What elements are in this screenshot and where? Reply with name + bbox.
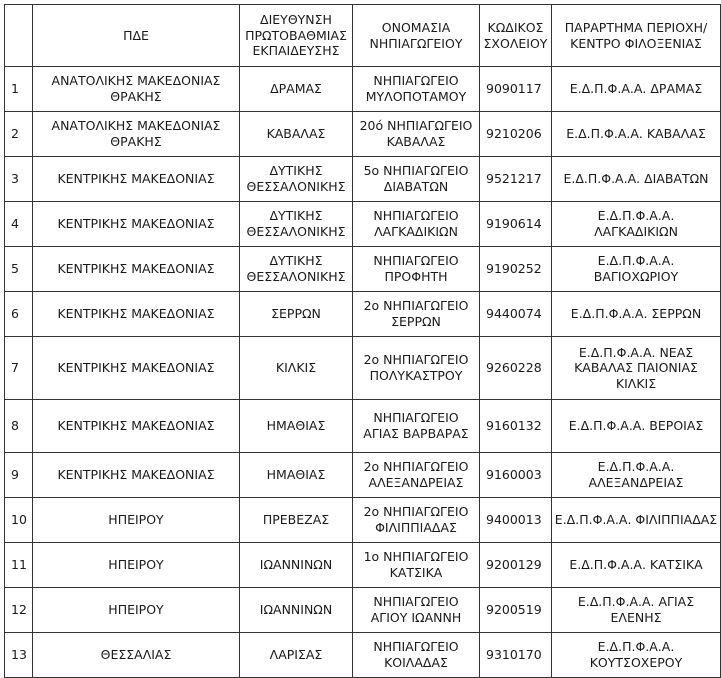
kindergarten-name-cell: ΝΗΠΙΑΓΩΓΕΙΟ ΛΑΓΚΑΔΙΚΙΩΝ (353, 202, 480, 247)
kindergarten-name-cell: ΝΗΠΙΑΓΩΓΕΙΟ ΜΥΛΟΠΟΤΑΜΟΥ (353, 67, 480, 112)
table-row (5, 157, 721, 202)
table-header-row (5, 5, 721, 67)
pde-cell: ΚΕΝΤΡΙΚΗΣ ΜΑΚΕΔΟΝΙΑΣ (33, 453, 240, 498)
directorate-cell: ΙΩΑΝΝΙΝΩΝ (240, 543, 353, 588)
annex-cell: Ε.Δ.Π.Φ.Α.Α. ΝΕΑΣ ΚΑΒΑΛΑΣ ΠΑΙΟΝΙΑΣ ΚΙΛΚΙΣ (552, 337, 721, 400)
school-code-cell: 9200129 (480, 543, 552, 588)
pde-cell: ΚΕΝΤΡΙΚΗΣ ΜΑΚΕΔΟΝΙΑΣ (33, 202, 240, 247)
row-number: 13 (5, 633, 33, 678)
annex-cell: Ε.Δ.Π.Φ.Α.Α. ΛΑΓΚΑΔΙΚΙΩΝ (552, 202, 721, 247)
school-code-cell: 9260228 (480, 337, 552, 400)
table-row (5, 453, 721, 498)
kindergarten-name-cell: 2ο ΝΗΠΙΑΓΩΓΕΙΟ ΠΟΛΥΚΑΣΤΡΟΥ (353, 337, 480, 400)
row-number: 7 (5, 337, 33, 400)
table-row (5, 202, 721, 247)
row-number: 10 (5, 498, 33, 543)
header-kindergarten-name: ΟΝΟΜΑΣΙΑ ΝΗΠΙΑΓΩΓΕΙΟΥ (353, 5, 480, 67)
annex-cell: Ε.Δ.Π.Φ.Α.Α. ΑΓΙΑΣ ΕΛΕΝΗΣ (552, 588, 721, 633)
row-number: 6 (5, 292, 33, 337)
table-row (5, 498, 721, 543)
table-row (5, 633, 721, 678)
school-code-cell: 9090117 (480, 67, 552, 112)
row-number: 9 (5, 453, 33, 498)
pde-cell: ΚΕΝΤΡΙΚΗΣ ΜΑΚΕΔΟΝΙΑΣ (33, 247, 240, 292)
kindergarten-name-cell: 2ο ΝΗΠΙΑΓΩΓΕΙΟ ΑΛΕΞΑΝΔΡΕΙΑΣ (353, 453, 480, 498)
table-row (5, 337, 721, 400)
directorate-cell: ΠΡΕΒΕΖΑΣ (240, 498, 353, 543)
table-row (5, 247, 721, 292)
school-code-cell: 9310170 (480, 633, 552, 678)
kindergarten-name-cell: 2ο ΝΗΠΙΑΓΩΓΕΙΟ ΣΕΡΡΩΝ (353, 292, 480, 337)
kindergarten-name-cell: 20ό ΝΗΠΙΑΓΩΓΕΙΟ ΚΑΒΑΛΑΣ (353, 112, 480, 157)
row-number: 4 (5, 202, 33, 247)
school-code-cell: 9400013 (480, 498, 552, 543)
school-code-cell: 9521217 (480, 157, 552, 202)
annex-cell: Ε.Δ.Π.Φ.Α.Α. ΦΙΛΙΠΠΙΑΔΑΣ (552, 498, 721, 543)
school-code-cell: 9190614 (480, 202, 552, 247)
row-number: 8 (5, 400, 33, 453)
school-code-cell: 9190252 (480, 247, 552, 292)
kindergarten-name-cell: ΝΗΠΙΑΓΩΓΕΙΟ ΚΟΙΛΑΔΑΣ (353, 633, 480, 678)
annex-cell: Ε.Δ.Π.Φ.Α.Α. ΔΡΑΜΑΣ (552, 67, 721, 112)
kindergarten-name-cell: 2ο ΝΗΠΙΑΓΩΓΕΙΟ ΦΙΛΙΠΠΙΑΔΑΣ (353, 498, 480, 543)
directorate-cell: ΙΩΑΝΝΙΝΩΝ (240, 588, 353, 633)
header-pde: ΠΔΕ (33, 5, 240, 67)
directorate-cell: ΚΙΛΚΙΣ (240, 337, 353, 400)
pde-cell: ΘΕΣΣΑΛΙΑΣ (33, 633, 240, 678)
pde-cell: ΗΠΕΙΡΟΥ (33, 543, 240, 588)
kindergarten-name-cell: ΝΗΠΙΑΓΩΓΕΙΟ ΑΓΙΑΣ ΒΑΡΒΑΡΑΣ (353, 400, 480, 453)
pde-cell: ΗΠΕΙΡΟΥ (33, 498, 240, 543)
annex-cell: Ε.Δ.Π.Φ.Α.Α. ΒΑΓΙΟΧΩΡΙΟΥ (552, 247, 721, 292)
directorate-cell: ΔΥΤΙΚΗΣ ΘΕΣΣΑΛΟΝΙΚΗΣ (240, 247, 353, 292)
directorate-cell: ΗΜΑΘΙΑΣ (240, 400, 353, 453)
school-code-cell: 9160003 (480, 453, 552, 498)
table-row (5, 400, 721, 453)
table-row (5, 292, 721, 337)
annex-cell: Ε.Δ.Π.Φ.Α.Α. ΣΕΡΡΩΝ (552, 292, 721, 337)
kindergarten-table (4, 4, 721, 678)
school-code-cell: 9200519 (480, 588, 552, 633)
table-row (5, 67, 721, 112)
row-number: 5 (5, 247, 33, 292)
header-school-code: ΚΩΔΙΚΟΣ ΣΧΟΛΕΙΟΥ (480, 5, 552, 67)
directorate-cell: ΔΥΤΙΚΗΣ ΘΕΣΣΑΛΟΝΙΚΗΣ (240, 157, 353, 202)
row-number: 2 (5, 112, 33, 157)
row-number: 12 (5, 588, 33, 633)
kindergarten-name-cell: 1ο ΝΗΠΙΑΓΩΓΕΙΟ ΚΑΤΣΙΚΑ (353, 543, 480, 588)
table-row (5, 588, 721, 633)
school-code-cell: 9440074 (480, 292, 552, 337)
annex-cell: Ε.Δ.Π.Φ.Α.Α. ΒΕΡΟΙΑΣ (552, 400, 721, 453)
school-code-cell: 9160132 (480, 400, 552, 453)
row-number: 3 (5, 157, 33, 202)
directorate-cell: ΔΥΤΙΚΗΣ ΘΕΣΣΑΛΟΝΙΚΗΣ (240, 202, 353, 247)
row-number: 11 (5, 543, 33, 588)
pde-cell: ΗΠΕΙΡΟΥ (33, 588, 240, 633)
annex-cell: Ε.Δ.Π.Φ.Α.Α. ΚΑΒΑΛΑΣ (552, 112, 721, 157)
kindergarten-name-cell: ΝΗΠΙΑΓΩΓΕΙΟ ΑΓΙΟΥ ΙΩΑΝΝΗ (353, 588, 480, 633)
header-directorate: ΔΙΕΥΘΥΝΣΗ ΠΡΩΤΟΒΑΘΜΙΑΣ ΕΚΠΑΙΔΕΥΣΗΣ (240, 5, 353, 67)
pde-cell: ΚΕΝΤΡΙΚΗΣ ΜΑΚΕΔΟΝΙΑΣ (33, 292, 240, 337)
pde-cell: ΚΕΝΤΡΙΚΗΣ ΜΑΚΕΔΟΝΙΑΣ (33, 400, 240, 453)
pde-cell: ΑΝΑΤΟΛΙΚΗΣ ΜΑΚΕΔΟΝΙΑΣ ΘΡΑΚΗΣ (33, 67, 240, 112)
directorate-cell: ΛΑΡΙΣΑΣ (240, 633, 353, 678)
kindergarten-name-cell: ΝΗΠΙΑΓΩΓΕΙΟ ΠΡΟΦΗΤΗ (353, 247, 480, 292)
pde-cell: ΚΕΝΤΡΙΚΗΣ ΜΑΚΕΔΟΝΙΑΣ (33, 337, 240, 400)
annex-cell: Ε.Δ.Π.Φ.Α.Α. ΚΑΤΣΙΚΑ (552, 543, 721, 588)
header-num (5, 5, 33, 67)
table-row (5, 543, 721, 588)
school-code-cell: 9210206 (480, 112, 552, 157)
pde-cell: ΚΕΝΤΡΙΚΗΣ ΜΑΚΕΔΟΝΙΑΣ (33, 157, 240, 202)
pde-cell: ΑΝΑΤΟΛΙΚΗΣ ΜΑΚΕΔΟΝΙΑΣ ΘΡΑΚΗΣ (33, 112, 240, 157)
directorate-cell: ΣΕΡΡΩΝ (240, 292, 353, 337)
directorate-cell: ΚΑΒΑΛΑΣ (240, 112, 353, 157)
directorate-cell: ΔΡΑΜΑΣ (240, 67, 353, 112)
annex-cell: Ε.Δ.Π.Φ.Α.Α. ΑΛΕΞΑΝΔΡΕΙΑΣ (552, 453, 721, 498)
header-annex: ΠΑΡΑΡΤΗΜΑ ΠΕΡΙΟΧΗ/ ΚΕΝΤΡΟ ΦΙΛΟΞΕΝΙΑΣ (552, 5, 721, 67)
row-number: 1 (5, 67, 33, 112)
annex-cell: Ε.Δ.Π.Φ.Α.Α. ΔΙΑΒΑΤΩΝ (552, 157, 721, 202)
directorate-cell: ΗΜΑΘΙΑΣ (240, 453, 353, 498)
kindergarten-name-cell: 5ο ΝΗΠΙΑΓΩΓΕΙΟ ΔΙΑΒΑΤΩΝ (353, 157, 480, 202)
annex-cell: Ε.Δ.Π.Φ.Α.Α. ΚΟΥΤΣΟΧΕΡΟΥ (552, 633, 721, 678)
table-row (5, 112, 721, 157)
